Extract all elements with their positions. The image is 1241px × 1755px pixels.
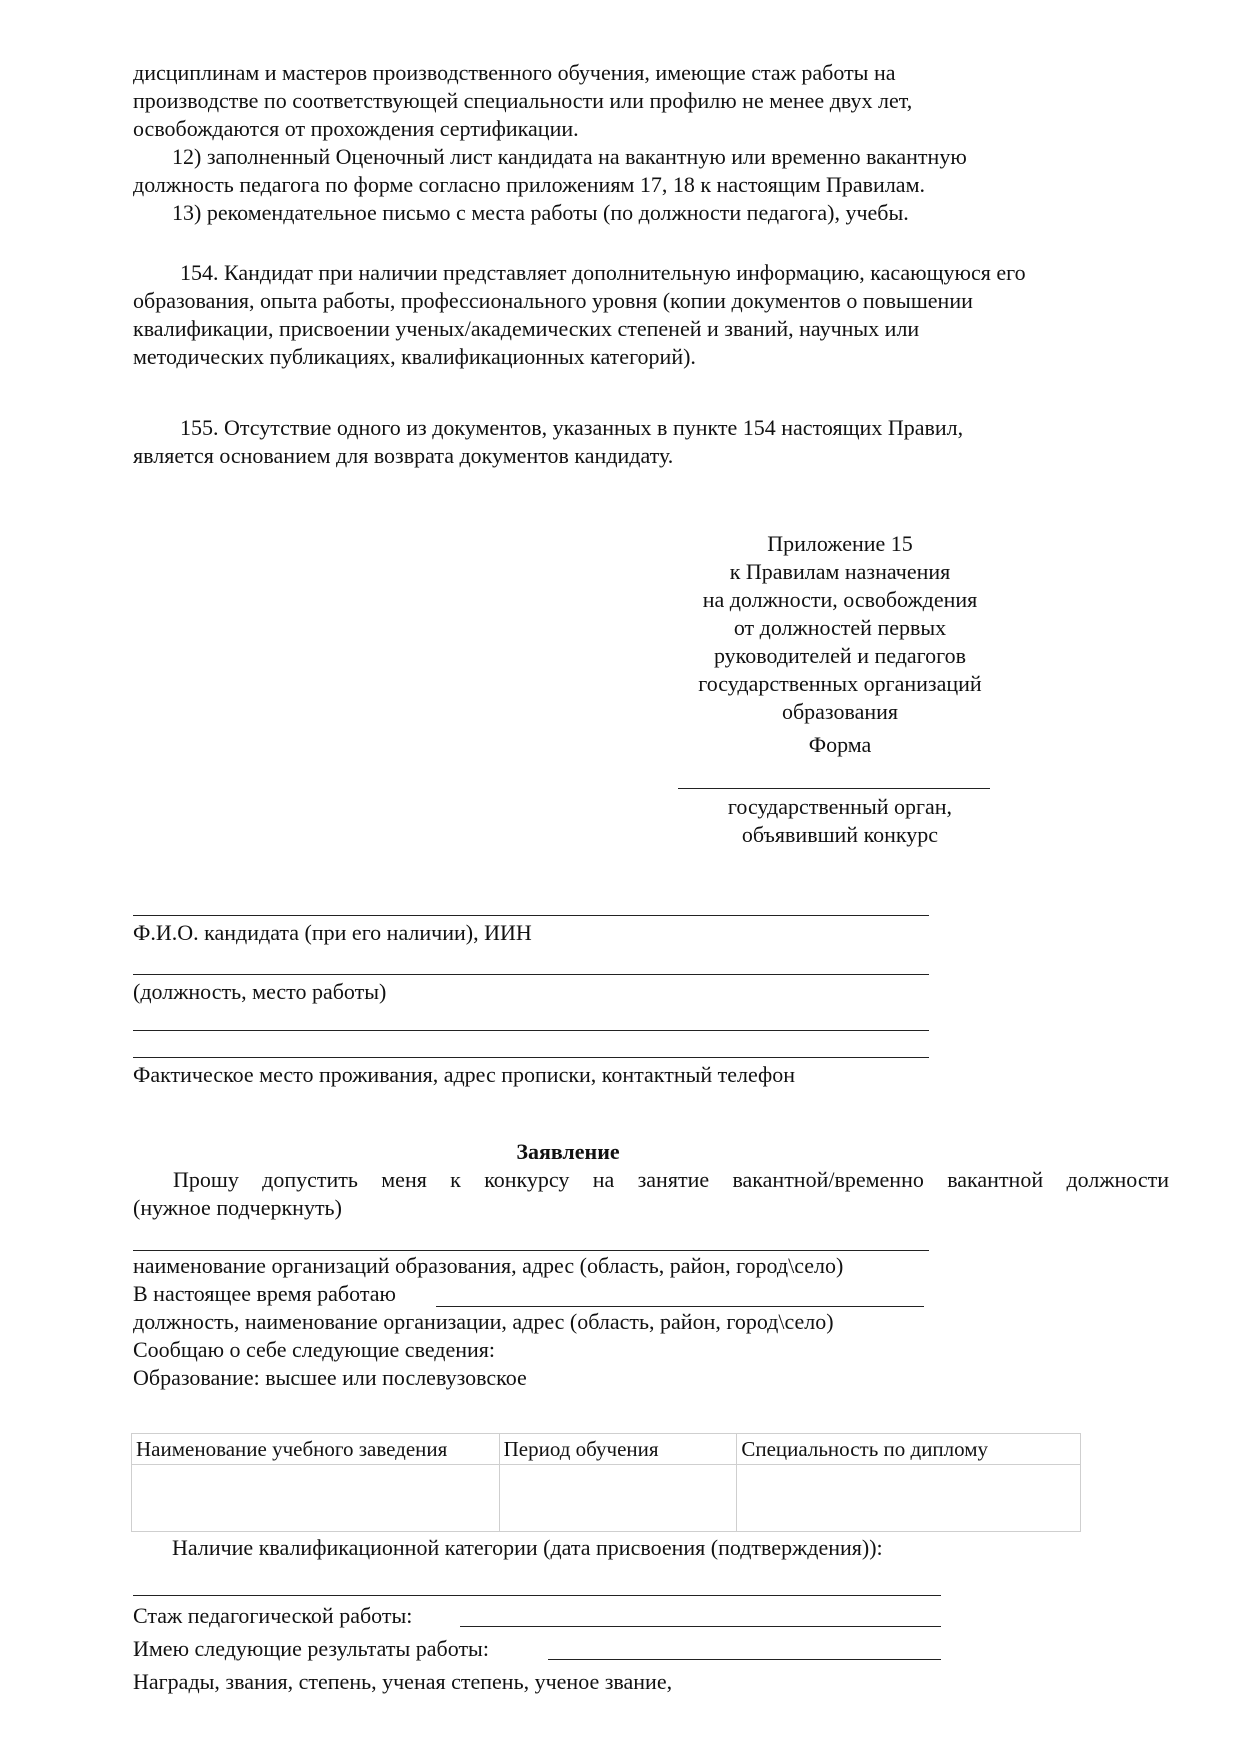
qualification-blank-line	[133, 1595, 941, 1596]
org-label: наименование организаций образования, адрес (область, район, город\село)	[133, 1253, 844, 1278]
working-caption: должность, наименование организации, адрес (область, район, город\село)	[133, 1309, 834, 1334]
period-cell[interactable]	[499, 1465, 737, 1532]
para-155-line-1: 155. Отсутствие одного из документов, указанных в пункте 154 настоящих Правил,	[180, 415, 964, 440]
education-label: Образование: высшее или послевузовское	[133, 1365, 527, 1390]
header-institution: Наименование учебного заведения	[132, 1434, 500, 1465]
position-label: (должность, место работы)	[133, 979, 387, 1004]
item-12-line-1: 12) заполненный Оценочный лист кандидата на вакантную или временно вакантную	[172, 144, 967, 169]
table-row	[132, 1465, 1081, 1532]
fio-blank-line	[133, 915, 929, 916]
continuation-line-1: дисциплинам и мастеров производственного обучения, имеющие стаж работы на	[133, 60, 896, 85]
experience-blank-line	[460, 1626, 941, 1627]
fio-label: Ф.И.О. кандидата (при его наличии), ИИН	[133, 920, 532, 945]
address-label: Фактическое место проживания, адрес прописки, контактный телефон	[133, 1062, 796, 1087]
para-154-line-3: квалификации, присвоении ученых/академических степеней и званий, научных или	[133, 316, 920, 341]
appendix-line-2: к Правилам назначения	[729, 559, 951, 584]
appendix-line-3: на должности, освобождения	[702, 587, 978, 612]
results-blank-line	[548, 1659, 941, 1660]
header-specialty: Специальность по диплому	[737, 1434, 1081, 1465]
qualification-category-label: Наличие квалификационной категории (дата присвоения (подтверждения)):	[172, 1535, 883, 1560]
appendix-line-7: образования	[781, 699, 899, 724]
item-12-line-2: должность педагога по форме согласно приложениям 17, 18 к настоящим Правилам.	[133, 172, 925, 197]
organ-caption-line-2: объявивший конкурс	[741, 822, 939, 847]
experience-label: Стаж педагогической работы:	[133, 1603, 413, 1628]
para-154-line-4: методических публикациях, квалификационных категорий).	[133, 344, 696, 369]
statement-title: Заявление	[516, 1139, 620, 1164]
about-self-label: Сообщаю о себе следующие сведения:	[133, 1337, 496, 1362]
request-line-1: Прошу допустить меня к конкурсу на занятие вакантной/временно вакантной должности	[173, 1167, 1169, 1192]
org-blank-line	[133, 1250, 929, 1251]
working-now-blank-line	[436, 1306, 924, 1307]
education-table	[131, 1433, 1081, 1532]
awards-label: Награды, звания, степень, ученая степень, ученое звание,	[133, 1669, 673, 1694]
appendix-line-4: от должностей первых	[733, 615, 947, 640]
address-blank-line-1	[133, 1030, 929, 1031]
para-155-line-2: является основанием для возврата документов кандидату.	[133, 443, 674, 468]
organ-caption-line-1: государственный орган,	[727, 794, 953, 819]
header-period: Период обучения	[499, 1434, 737, 1465]
education-table-header-row	[132, 1434, 1081, 1465]
para-154-line-1: 154. Кандидат при наличии представляет дополнительную информацию, касающуюся его	[180, 260, 1026, 285]
working-now-label: В настоящее время работаю	[133, 1281, 396, 1306]
continuation-line-2: производстве по соответствующей специальности или профилю не менее двух лет,	[133, 88, 913, 113]
results-label: Имею следующие результаты работы:	[133, 1636, 489, 1661]
address-blank-line-2	[133, 1057, 929, 1058]
appendix-line-5: руководителей и педагогов	[713, 643, 967, 668]
item-13: 13) рекомендательное письмо с места работы (по должности педагога), учебы.	[172, 200, 909, 225]
specialty-cell[interactable]	[737, 1465, 1081, 1532]
para-154-line-2: образования, опыта работы, профессионального уровня (копии документов о повышении	[133, 288, 973, 313]
appendix-line-6: государственных организаций	[698, 671, 982, 696]
position-blank-line	[133, 974, 929, 975]
organ-blank-line	[678, 788, 990, 789]
form-label: Форма	[808, 732, 872, 757]
request-line-2: (нужное подчеркнуть)	[133, 1195, 342, 1220]
continuation-line-3: освобождаются от прохождения сертификации.	[133, 116, 579, 141]
institution-cell[interactable]	[132, 1465, 500, 1532]
appendix-line-1: Приложение 15	[767, 531, 913, 556]
